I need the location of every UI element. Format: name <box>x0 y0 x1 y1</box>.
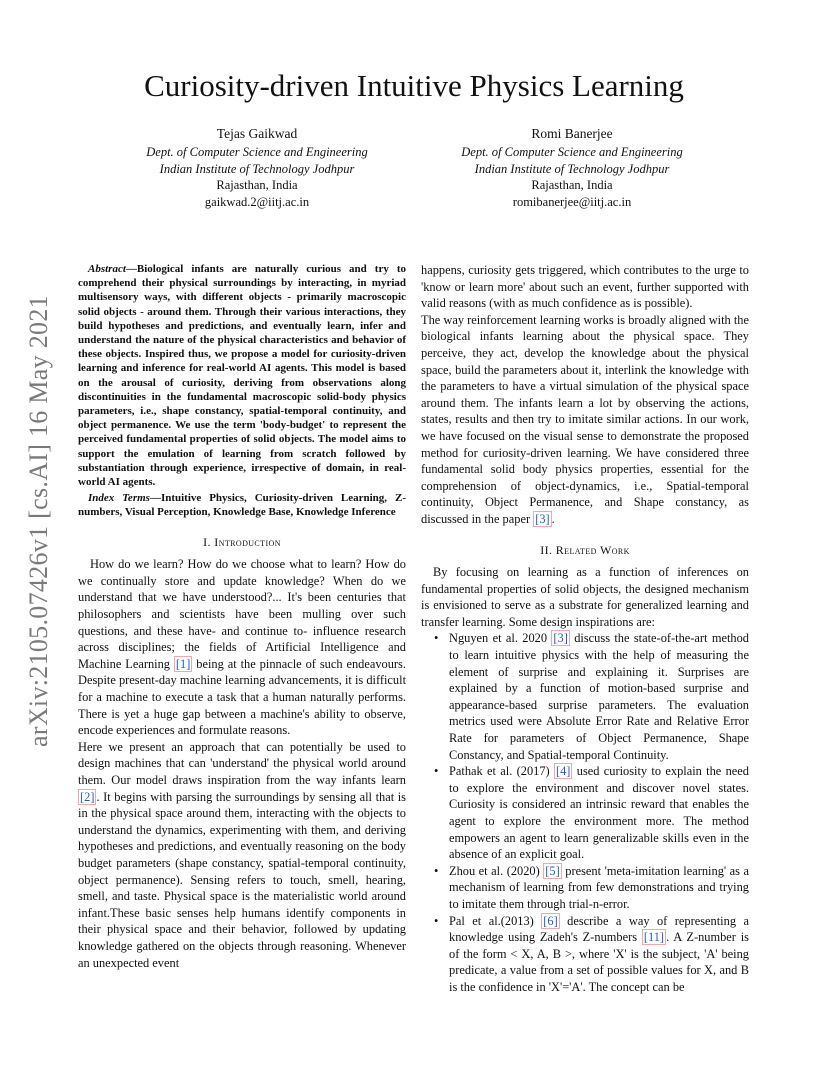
author-institution: Indian Institute of Technology Jodhpur <box>474 161 670 176</box>
left-column <box>78 262 406 971</box>
author-dept: Dept. of Computer Science and Engineering <box>461 145 683 160</box>
citation-link[interactable]: [5] <box>545 863 560 878</box>
intro-paragraph: How do we learn? How do we choose what to learn? How do we continually store and update knowledge? When do we understand that we have understood?... It's been centuries that philosophers and scientists have been mulling over such questions, and these have- and continue to- influence research across disciplines; the fields of Artificial Intelligence and Machine Learning [1] being at the pinnacle of such endeavours. Despite present-day machine learning advancements, it is difficult for a machine to execute a task that a human naturally performs. There is yet a huge gap between a machine's ability to observe, encode experiences and formulate reasons. <box>78 557 407 738</box>
list-item: • Nguyen et al. 2020 [3] discuss the state-of-the-art method to learn intuitive physics with the help of measuring the element of surprise and explaining it. Surprises are explained by a function of motion-based surprise and appearance-based surprise parameters. The evaluation metrics used were Absolute Error Rate and Relative Error Rate for parameters of Object Permanence, Shape Constancy, and Spatial-temporal Continuity. <box>449 630 749 763</box>
abstract: Abstract—Biological infants are naturally curious and try to comprehend their physical surroundings by interacting, in myriad multisensory ways, with different objects - primarily macroscopic solid objects - around them. Through their various interactions, they build hypotheses and predictions, and eventually learn, infer and understand the nature of the physical characteristics and behavior of these objects. Inspired thus, we propose a model for curiosity-driven learning and inference for real-world AI agents. This model is based on the arousal of curiosity, deriving from observations along discontinuities in the fundamental macroscopic solid-body physics parameters, i.e., shape constancy, spatial-temporal continuity, and object permanence. We use the term 'body-budget' to represent the perceived fundamental properties of solid objects. The model aims to support the emulation of learning from scratch followed by substantiation through experience, irrespective of domain, in real-world AI agents. <box>78 263 406 489</box>
author-name: Romi Banerjee <box>531 126 613 141</box>
citation-link[interactable]: [6] <box>543 913 558 928</box>
index-label: Index Terms <box>88 492 150 505</box>
citation-link[interactable]: [2] <box>80 789 95 804</box>
author-email[interactable]: gaikwad.2@iitj.ac.in <box>204 194 310 209</box>
author-name: Tejas Gaikwad <box>216 126 298 141</box>
author-dept: Dept. of Computer Science and Engineering <box>146 145 368 160</box>
citation-link[interactable]: [3] <box>535 511 550 526</box>
paper-title: Curiosity-driven Intuitive Physics Learning <box>144 68 684 103</box>
citation-link[interactable]: [11] <box>643 930 665 945</box>
intro-continuation: happens, curiosity gets triggered, which contributes to the urge to 'know or learn more' about such an event, further supported with valid reasons (with as much confidence as is possible). <box>421 263 749 311</box>
section-heading-related-work: II. Related Work <box>540 542 630 557</box>
author-email[interactable]: romibanerjee@iitj.ac.in <box>512 194 632 209</box>
author-location: Rajasthan, India <box>531 178 613 193</box>
right-column <box>421 262 749 996</box>
related-paragraph: By focusing on learning as a function of inferences on fundamental properties of solid objects, the designed mechanism is envisioned to serve as a substrate for generalized learning and transfer learning. Some design inspirations are: <box>421 565 749 629</box>
author-institution: Indian Institute of Technology Jodhpur <box>159 161 355 176</box>
list-item: • Pal et al.(2013) [6] describe a way of representing a knowledge using Zadeh's Z-numbers [11] . A Z-number is of the form < X, A, B >, where 'X' is the subject, 'A' being predicate, a value from a set of possible values for X, and B is the confidence in 'X'='A'. The concept can be <box>449 913 749 996</box>
author-block-2 <box>407 126 737 210</box>
citation-link[interactable]: [4] <box>555 764 571 779</box>
list-item: • Pathak et al. (2017) [4] used curiosity to explain the need to explore the environment and discover novel states. Curiosity is considered an intrinsic reward that enables the agent to explore the environment more. The method empowers an agent to learn generalizable skills even in the absence of an explicit goal. <box>449 763 749 863</box>
author-location: Rajasthan, India <box>216 178 298 193</box>
list-item: • Zhou et al. (2020) [5] present 'meta-imitation learning' as a mechanism of learning from few demonstrations and trying to imitate them through trial-n-error. <box>449 863 749 913</box>
citation-link[interactable]: [3] <box>553 631 568 646</box>
section-heading-introduction: I. Introduction <box>203 534 281 549</box>
author-block-1 <box>92 126 422 210</box>
abstract-label: Abstract <box>88 263 126 275</box>
related-work-list <box>421 630 749 995</box>
intro-paragraph: Here we present an approach that can potentially be used to design machines that can 'understand' the physical world around them. Our model draws inspiration from the way infants learn [2] . It begins with parsing the surroundings by sensing all that is in the physical space around them, interacting with the objects to understand the dynamics, experimenting with them, and deriving hypotheses and predictions, and eventually reasoning on the body budget parameters (shape constancy, spatial-temporal continuity, object permanence). Sensing refers to touch, smell, hearing, smell, and taste. Physical space is the materialistic world around infant.These basic senses help humans identify components in their physical space and their behavior, followed by updating knowledge gathered on the objects through reasoning. Whenever an unexpected event <box>78 739 406 970</box>
intro-paragraph: The way reinforcement learning works is broadly aligned with the biological infants learning about the physical space. They perceive, they act, develop the knowledge about the physical space, build the parameters about it, interlink the knowledge with the parameters to have a virtual simulation of the physical space around them. The infants learn a lot by observing the actions, states, results and then try to imitate similar actions. In our work, we have focused on the visual sense to demonstrate the proposed method for curiosity-driven learning. We have considered three fundamental solid body physics properties, essential for the comprehension of object-dynamics, i.e., Spatial-temporal continuity, Object Permanence, and Shape constancy, as discussed in the paper [3] . <box>421 312 749 526</box>
arxiv-identifier: arXiv:2105.07426v1 [cs.AI] 16 May 2021 <box>24 295 54 747</box>
index-terms: Index Terms—Intuitive Physics, Curiosity-driven Learning, Z-numbers, Visual Perception, Knowledge Base, Knowledge Inference <box>78 492 406 519</box>
citation-link[interactable]: [1] <box>175 656 191 671</box>
